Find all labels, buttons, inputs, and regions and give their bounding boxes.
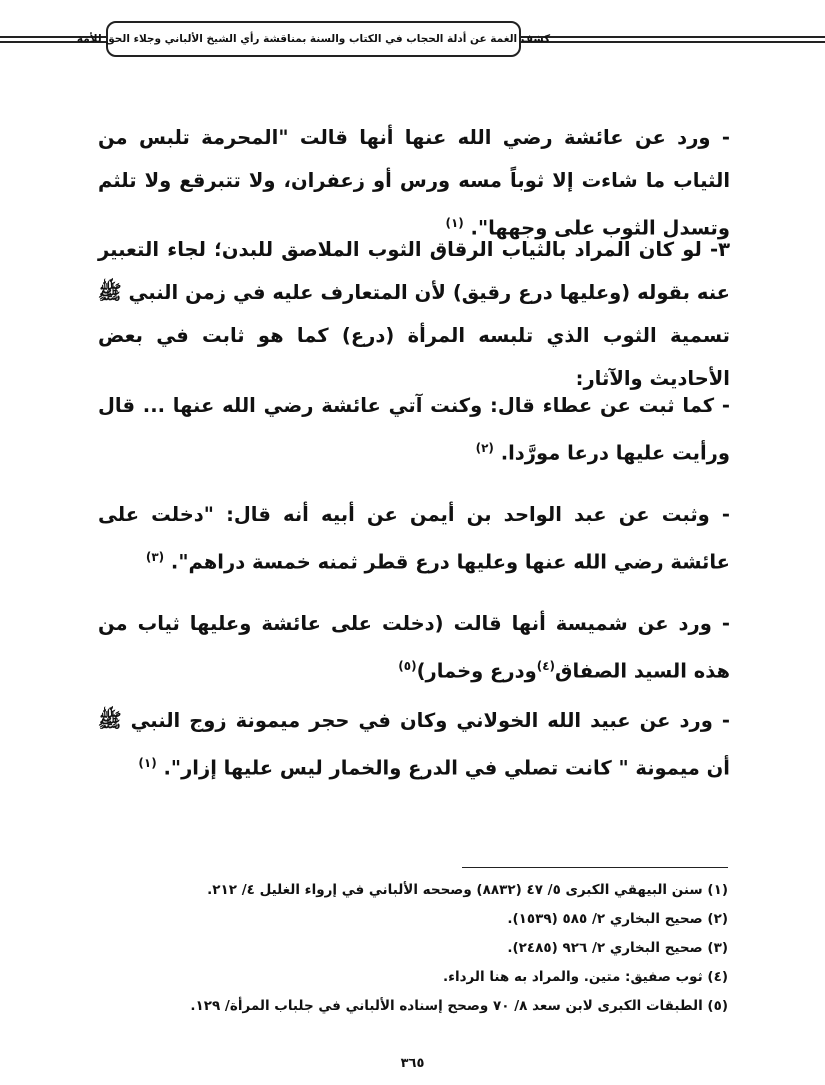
paragraph-text-continued: ودرع وخمار) xyxy=(416,659,537,683)
paragraph-text: - كما ثبت عن عطاء قال: وكنت آتي عائشة رضي الله عنها ... قال ورأيت عليها درعا مورَّدا. xyxy=(98,394,730,465)
footnote-separator xyxy=(462,867,728,868)
paragraph-text: - ورد عن عائشة رضي الله عنها أنها قالت "المحرمة تلبس من الثياب ما شاءت إلا ثوباً مسه ورس أو زعفران، ولا تتبرقع ولا تلثم وتسدل الثوب على وجهها". xyxy=(98,126,730,240)
footnote-ref[interactable]: (١) xyxy=(445,216,464,230)
footnote-2: (٢) صحيح البخاري ٢/ ٥٨٥ (١٥٣٩). xyxy=(507,911,728,927)
footnote-ref[interactable]: (١) xyxy=(138,756,157,770)
page-number: ٣٦٥ xyxy=(400,1056,425,1071)
paragraph-2 xyxy=(98,228,730,400)
paragraph-4 xyxy=(98,493,730,584)
footnote-1: (١) سنن البيهقي الكبرى ٥/ ٤٧ (٨٨٣٢) وصححه الألباني في إرواء الغليل ٤/ ٢١٢. xyxy=(207,882,728,898)
paragraph-text: ٣- لو كان المراد بالثياب الرقاق الثوب الملاصق للبدن؛ لجاء التعبير عنه بقوله (وعليها درع رقيق) لأن المتعارف عليه في زمن النبي ﷺ تسمية الثوب الذي تلبسه المرأة (درع) كما هو ثابت في بعض الأحاديث والآثار: xyxy=(98,238,730,390)
paragraph-6 xyxy=(98,699,730,790)
paragraph-text: - ورد عن شميسة أنها قالت (دخلت على عائشة وعليها ثياب من هذه السيد الصفاق xyxy=(98,612,730,683)
paragraph-3 xyxy=(98,384,730,475)
footnote-ref[interactable]: (٢) xyxy=(475,441,494,455)
running-header xyxy=(76,21,551,57)
footnote-5: (٥) الطبقات الكبرى لابن سعد ٨/ ٧٠ وصحح إسناده الألباني في جلباب المرأة/ ١٢٩. xyxy=(190,998,728,1014)
running-header-title: كشف الغمة عن أدلة الحجاب في الكتاب والسنة بمناقشة رأي الشيخ الألباني وجلاء الحق للأمة xyxy=(76,33,551,45)
paragraph-text: - ورد عن عبيد الله الخولاني وكان في حجر ميمونة زوج النبي ﷺ أن ميمونة " كانت تصلي في الدرع والخمار ليس عليها إزار". xyxy=(98,709,730,780)
footnote-4: (٤) ثوب صفيق: متين. والمراد به هنا الرداء. xyxy=(442,969,728,985)
paragraph-5 xyxy=(98,602,730,693)
header-rule-right-top xyxy=(519,36,825,38)
footnote-ref[interactable]: (٥) xyxy=(398,659,417,673)
paragraph-text: - وثبت عن عبد الواحد بن أيمن عن أبيه أنه قال: "دخلت على عائشة رضي الله عنها وعليها درع قطر ثمنه خمسة دراهم". xyxy=(98,503,730,574)
footnote-ref[interactable]: (٣) xyxy=(145,550,165,564)
footnote-ref[interactable]: (٤) xyxy=(536,659,556,673)
footnote-3: (٣) صحيح البخاري ٢/ ٩٢٦ (٢٤٨٥). xyxy=(507,940,728,956)
header-rule-right-bottom xyxy=(519,41,825,43)
